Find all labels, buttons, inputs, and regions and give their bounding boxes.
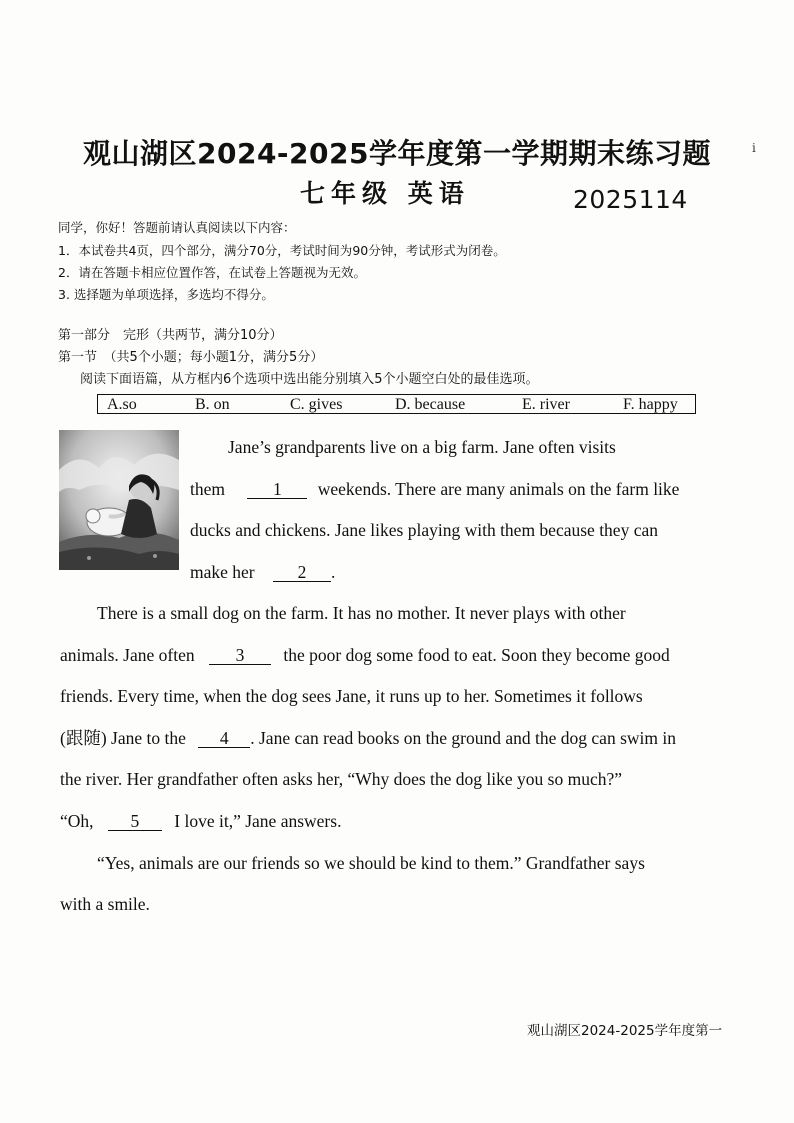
option-e: E. river bbox=[522, 396, 570, 413]
text-segment: animals. Jane often bbox=[60, 645, 195, 665]
passage-line-8 bbox=[60, 728, 676, 748]
blank-4: 4 bbox=[198, 730, 250, 748]
passage-line-5: There is a small dog on the farm. It has no mother. It never plays with other bbox=[97, 603, 626, 623]
blank-3: 3 bbox=[209, 647, 271, 665]
passage-line-7: friends. Every time, when the dog sees Jane, it runs up to her. Sometimes it follows bbox=[60, 686, 643, 706]
grade-subject: 七年级 英语 bbox=[300, 179, 470, 208]
options-box bbox=[97, 394, 696, 414]
passage-line-10 bbox=[60, 811, 341, 831]
text-segment: . Jane can read books on the ground and the dog can swim in bbox=[250, 728, 676, 748]
option-a: A.so bbox=[107, 396, 137, 413]
passage-line-3: ducks and chickens. Jane likes playing with them because they can bbox=[190, 520, 658, 540]
text-segment: I love it,” Jane answers. bbox=[174, 811, 342, 831]
option-c: C. gives bbox=[290, 396, 343, 413]
blank-5: 5 bbox=[108, 813, 162, 831]
text-segment: the poor dog some food to eat. Soon they become good bbox=[283, 645, 670, 665]
greeting: 同学，你好！答题前请认真阅读以下内容： bbox=[58, 220, 296, 235]
girl-with-lamb-illustration bbox=[59, 430, 179, 570]
section-heading: 第一节 （共5个小题；每小题1分，满分5分） bbox=[58, 350, 324, 365]
exam-title: 观山湖区2024-2025学年度第一学期期末练习题 bbox=[83, 137, 711, 170]
text-segment: make her bbox=[190, 562, 255, 582]
option-d: D. because bbox=[395, 396, 466, 413]
text-segment: (跟随) Jane to the bbox=[60, 728, 186, 748]
passage-line-9: the river. Her grandfather often asks her, “Why does the dog like you so much?” bbox=[60, 769, 623, 789]
part-heading: 第一部分 完形（共两节，满分10分） bbox=[58, 328, 283, 343]
passage-line-1: Jane’s grandparents live on a big farm. Jane often visits bbox=[228, 437, 616, 457]
text-segment: weekends. There are many animals on the farm like bbox=[317, 479, 680, 499]
blank-1: 1 bbox=[247, 481, 307, 499]
note-item: 2．请在答题卡相应位置作答，在试卷上答题视为无效。 bbox=[58, 265, 366, 280]
edge-mark: i bbox=[752, 141, 756, 155]
page-footer: 观山湖区2024-2025学年度第一 bbox=[527, 1023, 723, 1039]
blank-2: 2 bbox=[273, 564, 331, 582]
note-item: 1．本试卷共4页，四个部分，满分70分，考试时间为90分钟，考试形式为闭卷。 bbox=[58, 243, 506, 258]
note-item: 3. 选择题为单项选择，多选均不得分。 bbox=[58, 287, 274, 302]
passage-line-6 bbox=[60, 645, 670, 665]
passage-line-2 bbox=[190, 479, 679, 499]
exam-code: 2025114 bbox=[573, 185, 688, 214]
option-b: B. on bbox=[195, 396, 230, 413]
option-f: F. happy bbox=[623, 396, 678, 413]
passage-line-12: with a smile. bbox=[60, 894, 150, 914]
passage-line-4 bbox=[190, 562, 335, 582]
instruction: 阅读下面语篇，从方框内6个选项中选出能分别填入5个小题空白处的最佳选项。 bbox=[80, 372, 539, 387]
passage-line-11: “Yes, animals are our friends so we should be kind to them.” Grandfather says bbox=[97, 853, 645, 873]
text-segment: . bbox=[331, 562, 336, 582]
text-segment: “Oh, bbox=[60, 811, 94, 831]
text-segment: them bbox=[190, 479, 225, 499]
